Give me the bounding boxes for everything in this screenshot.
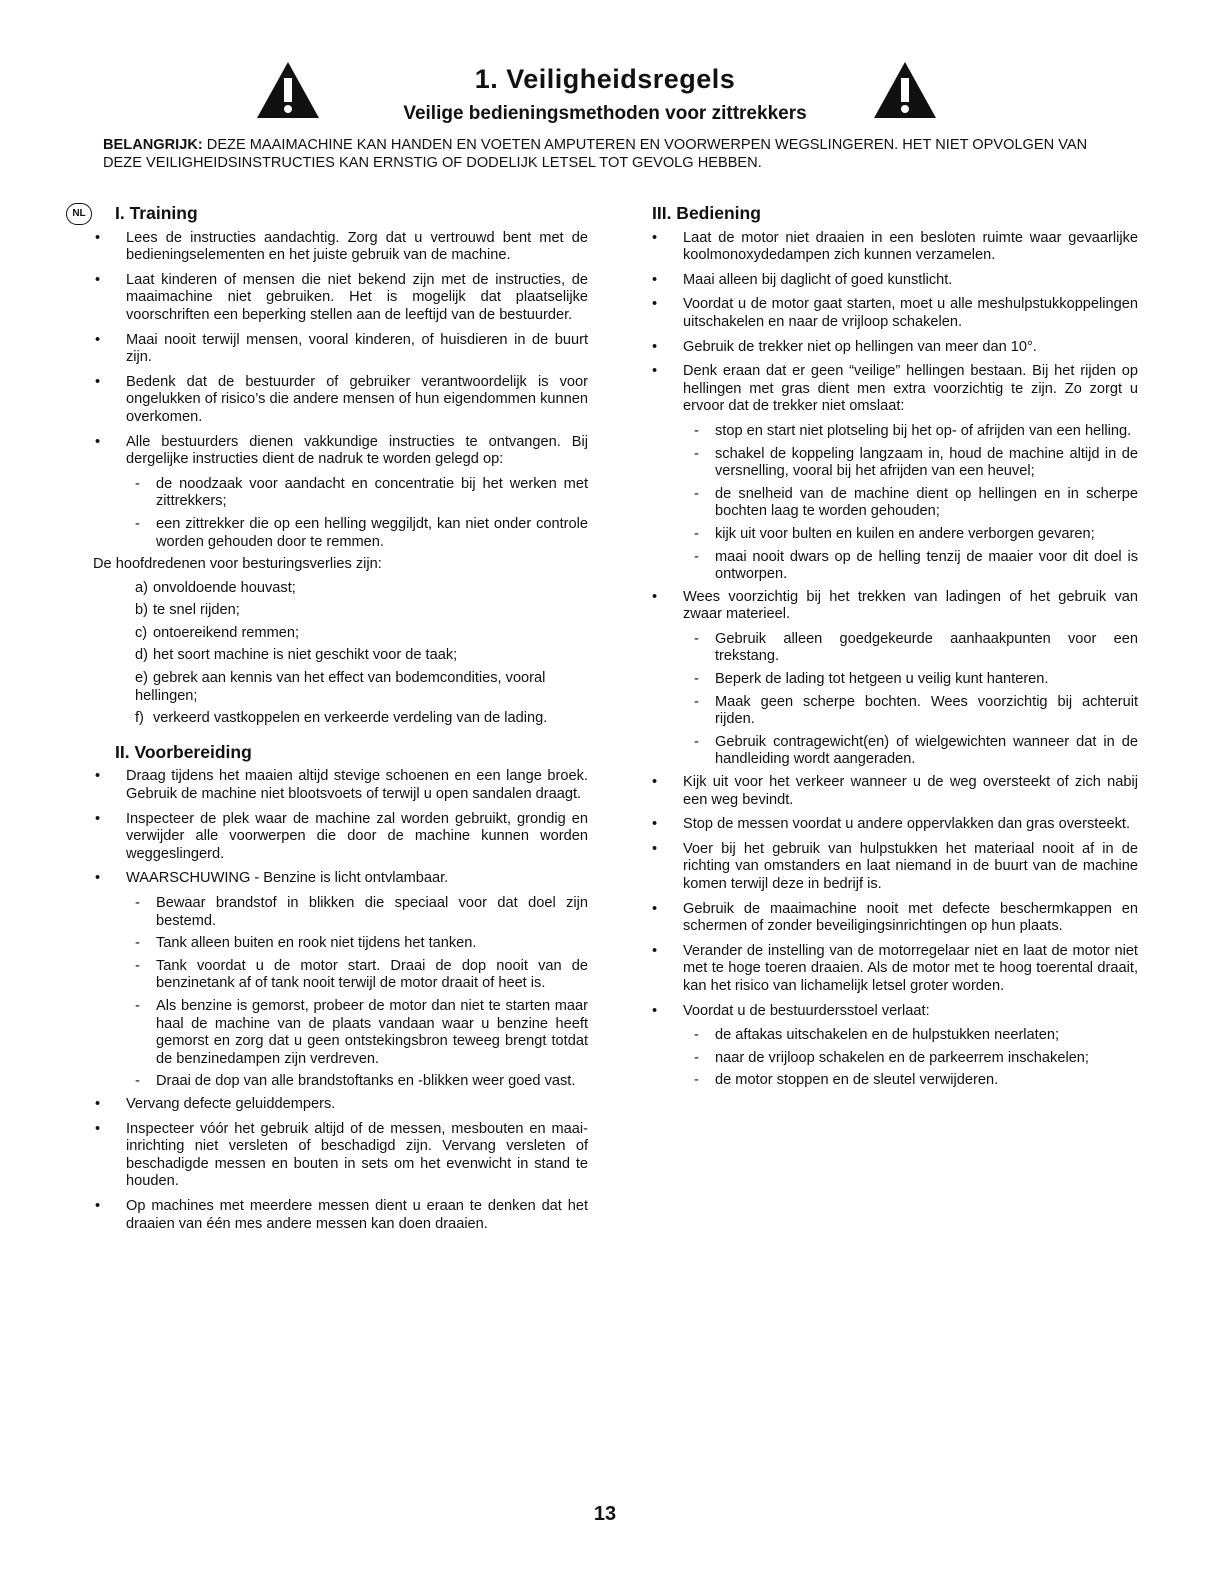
cause-item: c) ontoereikend remmen; (135, 624, 300, 641)
list-item: • Maai nooit terwijl mensen, vooral kinderen, of huisdieren in de buurt zijn. (93, 332, 588, 367)
list-item: • Voordat u de bestuurdersstoel verlaat: (652, 1003, 1138, 1021)
left-column (72, 203, 588, 1240)
sub-list-item: - Bewaar brandstof in blikken die speciaal voor dat doel zijn bestemd. (93, 895, 588, 930)
list-item: • Inspecteer de plek waar de machine zal worden gebruikt, grondig en verwijder alle voorwerpen die door de machine kunnen worden weggeslingerd. (93, 811, 588, 864)
list-item: • Voordat u de motor gaat starten, moet u alle meshulpstukkoppelingen uitschakelen en naar de vrijloop schakelen. (652, 296, 1138, 331)
cause-item: e) gebrek aan kennis van het effect van bodemcondities, vooral hellingen; (135, 670, 546, 704)
section-heading-bediening: III. Bediening (652, 203, 761, 223)
list-item: • Gebruik de maaimachine nooit met defecte beschermkappen en schermen of zonder beveiligingsinrichtingen op hun plaats. (652, 901, 1138, 936)
list-item: • Wees voorzichtig bij het trekken van ladingen of het gebruik van zwaar materieel. (652, 589, 1138, 624)
sub-list-item: - de aftakas uitschakelen en de hulpstukken neerlaten; (652, 1027, 1138, 1045)
list-item: • Denk eraan dat er geen “veilige” hellingen bestaan. Bij het rijden op hellingen met gras dient men extra voorzichtig te zijn. Zo zorgt u ervoor dat de trekker niet omslaat: (652, 363, 1138, 416)
list-item: • Laat de motor niet draaien in een besloten ruimte waar gevaarlijke koolmonoxydedampen zich kunnen verzamelen. (652, 230, 1138, 265)
page-title: 1. Veiligheidsregels (474, 64, 736, 94)
sub-list-item: - Draai de dop van alle brandstoftanks en -blikken weer goed vast. (93, 1073, 588, 1091)
cause-item: d) het soort machine is niet geschikt voor de taak; (135, 647, 458, 664)
sub-list-item: - naar de vrijloop schakelen en de parkeerrem inschakelen; (652, 1050, 1138, 1068)
list-item: • Op machines met meerdere messen dient u eraan te denken dat het draaien van één mes andere messen kan doen draaien. (93, 1198, 588, 1233)
sub-list-item: - schakel de koppeling langzaam in, houd de machine altijd in de versnelling, vooral bij het afrijden van een heuvel; (652, 446, 1138, 481)
list-item: • WAARSCHUWING - Benzine is licht ontvlambaar. (93, 870, 588, 888)
list-item: • Verander de instelling van de motorregelaar niet en laat de motor niet met te hoge toeren draaien. Als de motor met te hoog toerental draait, kan het risico van lichamelijk letsel groter worden. (652, 943, 1138, 996)
list-item: • Laat kinderen of mensen die niet bekend zijn met de instructies, de maaimachine niet gebruiken. Het is mogelijk dat plaatselijke voorschriften een beperking stellen aan de leeftijd van de bestuurder. (93, 272, 588, 325)
list-item: • Vervang defecte geluiddempers. (93, 1096, 588, 1114)
sub-list-item: - Beperk de lading tot hetgeen u veilig kunt hanteren. (652, 671, 1138, 689)
language-badge: NL (66, 203, 92, 225)
sub-list-item: - de motor stoppen en de sleutel verwijderen. (652, 1072, 1138, 1090)
page-header (0, 60, 1210, 130)
sub-list-item: - Gebruik alleen goedgekeurde aanhaakpunten voor een trekstang. (652, 631, 1138, 666)
list-item: • Maai alleen bij daglicht of goed kunstlicht. (652, 272, 1138, 290)
sub-list-item: - Gebruik contragewicht(en) of wielgewichten wanneer dat in de handleiding wordt aangeraden. (652, 734, 1138, 769)
sub-list-item: - Maak geen scherpe bochten. Wees voorzichtig bij achteruit rijden. (652, 694, 1138, 729)
list-item: • Alle bestuurders dienen vakkundige instructies te ontvangen. Bij dergelijke instructies dient de nadruk te worden gelegd op: (93, 434, 588, 469)
sub-list-item: - Tank voordat u de motor start. Draai de dop nooit van de benzinetank af of tank nooit terwijl de motor draait of heet is. (93, 958, 588, 993)
warning-triangle-icon (872, 60, 938, 120)
important-label: BELANGRIJK: (103, 137, 203, 153)
section-heading-voorbereiding: II. Voorbereiding (115, 741, 252, 762)
sub-list-item: - de noodzaak voor aandacht en concentratie bij het werken met zittrekkers; (93, 476, 588, 511)
list-item: • Stop de messen voordat u andere oppervlakken dan gras oversteekt. (652, 816, 1138, 834)
list-item: • Inspecteer vóór het gebruik altijd of de messen, mesbouten en maai-inrichting niet versleten of beschadigd zijn. Vervang versleten of beschadigde messen en bouten in sets om het evenwicht in stand te houden. (93, 1121, 588, 1191)
list-item: • Gebruik de trekker niet op hellingen van meer dan 10°. (652, 339, 1138, 357)
cause-item: a) onvoldoende houvast; (135, 579, 296, 596)
causes-intro: De hoofdredenen voor besturingsverlies zijn: (93, 556, 382, 573)
sub-list-item: - Als benzine is gemorst, probeer de motor dan niet te starten maar haal de machine van de plaats vandaan waar u benzine heeft gemorst en zorg dat u geen ontstekingsbron teweeg brengt totdat de benzinedampen zijn verdreven. (93, 998, 588, 1068)
right-column (652, 205, 1138, 1095)
sub-list-item: - Tank alleen buiten en rook niet tijdens het tanken. (93, 935, 588, 953)
sub-list-item: - de snelheid van de machine dient op hellingen en in scherpe bochten laag te worden gehouden; (652, 486, 1138, 521)
sub-list-item: - maai nooit dwars op de helling tenzij de maaier voor dit doel is ontworpen. (652, 549, 1138, 584)
cause-item: b) te snel rijden; (135, 602, 240, 619)
sub-list-item: - stop en start niet plotseling bij het op- of afrijden van een helling. (652, 423, 1138, 441)
section-heading-training: NL I. Training (93, 205, 588, 223)
list-item: • Kijk uit voor het verkeer wanneer u de weg oversteekt of zich nabij een weg bevindt. (652, 774, 1138, 809)
cause-item: f) verkeerd vastkoppelen en verkeerde verdeling van de lading. (135, 710, 548, 727)
list-item: • Lees de instructies aandachtig. Zorg dat u vertrouwd bent met de bedieningselementen en het juiste gebruik van de machine. (93, 230, 588, 265)
list-item: • Voer bij het gebruik van hulpstukken het materiaal nooit af in de richting van omstanders en laat niemand in de buurt van de machine komen terwijl deze in bedrijf is. (652, 841, 1138, 894)
important-text: DEZE MAAIMACHINE KAN HANDEN EN VOETEN AMPUTEREN EN VOORWERPEN WEGSLINGEREN. HET NIET OPVOLGEN VAN DEZE VEILIGHEIDSINSTRUCTIES KAN ERNSTIG OF DODELIJK LETSEL TOT GEVOLG HEBBEN. (103, 137, 1088, 171)
sub-list-item: - kijk uit voor bulten en kuilen en andere verborgen gevaren; (652, 526, 1138, 544)
list-item: • Draag tijdens het maaien altijd stevige schoenen en een lange broek. Gebruik de machine niet blootsvoets of terwijl u open sandalen draagt. (93, 768, 588, 803)
important-notice (103, 136, 1113, 172)
sub-list-item: - een zittrekker die op een helling weggiljdt, kan niet onder controle worden gehouden door te remmen. (93, 516, 588, 551)
page-subtitle: Veilige bedieningsmethoden voor zittrekkers (403, 103, 807, 124)
list-item: • Bedenk dat de bestuurder of gebruiker verantwoordelijk is voor ongelukken of risico’s die andere mensen of hun eigendommen kunnen overkomen. (93, 374, 588, 427)
page-number: 13 (593, 1503, 617, 1525)
